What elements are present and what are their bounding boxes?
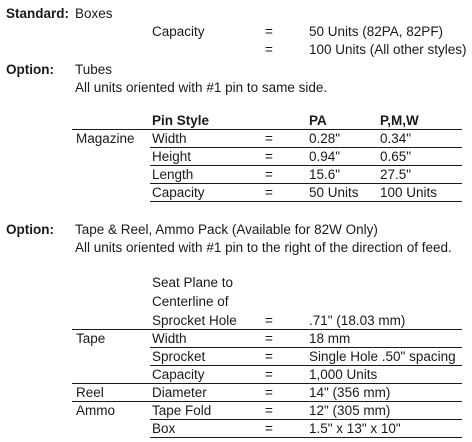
tape-width-label: Width <box>152 331 187 346</box>
magazine-capacity-pa: 50 Units <box>309 185 359 200</box>
equals-sign: = <box>265 331 273 346</box>
section-rule <box>72 401 462 402</box>
magazine-height-pmw: 0.65" <box>380 149 412 164</box>
pmw-header: P,M,W <box>380 113 419 128</box>
ammo-group-label: Ammo <box>76 403 116 418</box>
magazine-length-pmw: 27.5" <box>380 167 412 182</box>
option-tubes-label: Option: <box>6 62 54 77</box>
standard-label: Standard: <box>6 6 70 21</box>
magazine-height-pa: 0.94" <box>309 149 341 164</box>
row-rule <box>150 201 462 202</box>
equals-sign: = <box>265 313 273 328</box>
ammo-box-value: 1.5" x 13" x 10" <box>309 421 401 436</box>
row-rule <box>150 147 462 148</box>
magazine-width-label: Width <box>152 131 187 146</box>
row-rule <box>150 347 462 348</box>
option-tape-title: Tape & Reel, Ammo Pack (Available for 82W Only) <box>75 222 378 237</box>
equals-sign: = <box>265 421 273 436</box>
row-rule <box>150 365 462 366</box>
equals-sign: = <box>265 403 273 418</box>
equals-sign: = <box>265 149 273 164</box>
equals-sign: = <box>265 131 273 146</box>
equals-sign: = <box>265 185 273 200</box>
seat-plane-label-line2: Centerline of <box>152 294 229 309</box>
tape-group-label: Tape <box>76 331 106 346</box>
standard-capacity-value-1: 50 Units (82PA, 82PF) <box>309 24 444 39</box>
pin-style-header: Pin Style <box>152 113 210 128</box>
equals-sign: = <box>265 42 273 57</box>
option-tape-label: Option: <box>6 222 54 237</box>
seat-plane-label-line3: Sprocket Hole <box>152 313 237 328</box>
row-rule <box>150 437 462 438</box>
magazine-length-pa: 15.6" <box>309 167 341 182</box>
option-tubes-title: Tubes <box>75 62 113 77</box>
row-rule <box>150 165 462 166</box>
equals-sign: = <box>265 385 273 400</box>
magazine-group-label: Magazine <box>76 131 135 146</box>
magazine-width-pmw: 0.34" <box>380 131 412 146</box>
tape-capacity-label: Capacity <box>152 367 205 382</box>
tape-sprocket-label: Sprocket <box>152 349 206 364</box>
magazine-length-label: Length <box>152 167 194 182</box>
tape-width-value: 18 mm <box>309 331 351 346</box>
equals-sign: = <box>265 367 273 382</box>
magazine-height-label: Height <box>152 149 192 164</box>
pa-header: PA <box>309 113 327 128</box>
row-rule <box>150 419 462 420</box>
equals-sign: = <box>265 167 273 182</box>
table-header-rule <box>72 129 462 130</box>
equals-sign: = <box>265 24 273 39</box>
ammo-box-label: Box <box>152 421 176 436</box>
row-rule <box>150 183 462 184</box>
equals-sign: = <box>265 349 273 364</box>
seat-plane-value: .71" (18.03 mm) <box>309 313 406 328</box>
standard-value: Boxes <box>75 6 113 21</box>
ammo-tape-fold-label: Tape Fold <box>152 403 212 418</box>
section-rule <box>72 329 462 330</box>
option-tubes-note: All units oriented with #1 pin to same side. <box>75 80 328 95</box>
seat-plane-label-line1: Seat Plane to <box>152 275 234 290</box>
standard-capacity-label: Capacity <box>152 24 205 39</box>
tape-sprocket-value: Single Hole .50" spacing <box>309 349 456 364</box>
section-rule <box>72 383 462 384</box>
ammo-tape-fold-value: 12" (305 mm) <box>309 403 391 418</box>
tape-capacity-value: 1,000 Units <box>309 367 378 382</box>
standard-capacity-value-2: 100 Units (All other styles) <box>309 42 467 57</box>
reel-group-label: Reel <box>76 385 104 400</box>
magazine-capacity-pmw: 100 Units <box>380 185 438 200</box>
reel-diameter-label: Diameter <box>152 385 207 400</box>
option-tape-note: All units oriented with #1 pin to the right of the direction of feed. <box>75 240 452 255</box>
magazine-capacity-label: Capacity <box>152 185 205 200</box>
magazine-width-pa: 0.28" <box>309 131 341 146</box>
reel-diameter-value: 14" (356 mm) <box>309 385 391 400</box>
